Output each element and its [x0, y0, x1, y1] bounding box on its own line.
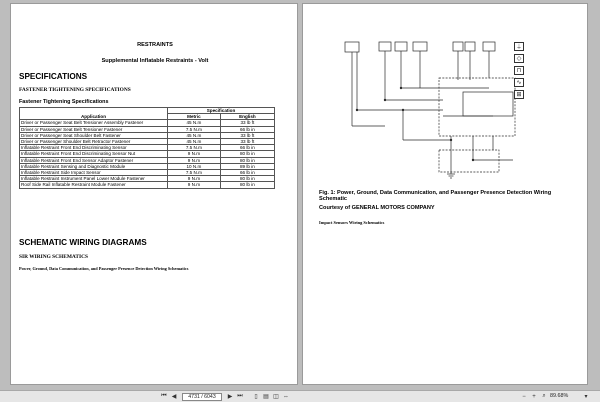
cell-metric: 9 N.m [168, 157, 221, 163]
schematic-heading: SCHEMATIC WIRING DIAGRAMS [19, 238, 147, 247]
cell-application: Inflatable Restraint Front End Sensor Adaptor Fastener [20, 157, 168, 163]
zoom-in-icon: + [532, 393, 536, 400]
single-page-icon: ▯ [254, 394, 258, 400]
fuse-box [395, 42, 407, 51]
continuous-page-icon: ▤ [263, 394, 269, 400]
cell-application: Inflatable Restraint Sensing and Diagnostic Module [20, 163, 168, 169]
zoom-out-icon: − [522, 393, 526, 400]
cell-english: 80 lb in [220, 182, 274, 188]
fuse-box [379, 42, 391, 51]
cell-english: 33 lb ft [220, 132, 274, 138]
page-left [10, 3, 298, 385]
fit-width-button[interactable] [282, 392, 290, 401]
cell-metric: 45 N.m [168, 132, 221, 138]
splice-dot [400, 87, 402, 89]
wiring-schematic-diagram [343, 40, 529, 186]
fuse-box [483, 42, 495, 51]
splice-dot [450, 139, 452, 141]
sir-heading: SIR WIRING SCHEMATICS [19, 254, 88, 260]
two-page-view-button[interactable] [272, 392, 280, 401]
zoom-menu-button[interactable] [540, 392, 548, 401]
schematic-link[interactable]: Power, Ground, Data Communication, and Passenger Presence Detection Wiring Schematics [19, 266, 189, 271]
zoom-dropdown-button[interactable] [582, 392, 590, 401]
fuse-box [465, 42, 475, 51]
fuse-box [413, 42, 427, 51]
cell-application: Inflatable Restraint Side Impact Sensor [20, 170, 168, 176]
zoom-in-button[interactable] [530, 392, 538, 401]
specifications-heading: SPECIFICATIONS [19, 72, 88, 81]
cell-metric: 7.5 N.m [168, 126, 221, 132]
zoom-icon: ⌕ [542, 393, 546, 399]
chevron-down-icon: ▾ [584, 394, 588, 400]
courtesy-line: Courtesy of GENERAL MOTORS COMPANY [319, 205, 435, 211]
fuse-symbol-icon: ∿ [514, 78, 524, 87]
col-metric: Metric [168, 114, 221, 120]
cell-english: 80 lb in [220, 151, 274, 157]
impact-sensors-heading: Impact Sensors Wiring Schematics [319, 220, 385, 225]
figure-caption: Fig. 1: Power, Ground, Data Communication, and Passenger Presence Detection Wiring Schematic [319, 190, 552, 203]
last-page-icon: ⏭ [237, 393, 243, 399]
viewer-statusbar [0, 390, 600, 402]
splice-symbol-icon: ◇ [514, 54, 524, 63]
splice-dot [402, 109, 404, 111]
cell-application: Roof Side Rail Inflatable Restraint Module Fastener [20, 182, 168, 188]
module-box [439, 78, 515, 136]
single-page-view-button[interactable] [252, 392, 260, 401]
doc-title: RESTRAINTS [137, 42, 173, 48]
cell-english: 66 lb in [220, 170, 274, 176]
cell-metric: 9 N.m [168, 151, 221, 157]
cell-metric: 45 N.m [168, 139, 221, 145]
cell-english: 33 lb ft [220, 120, 274, 126]
zoom-out-button[interactable] [520, 392, 528, 401]
zoom-level[interactable]: 89.68% [550, 393, 569, 399]
splice-dot [384, 99, 386, 101]
two-page-icon: ◫ [273, 394, 279, 400]
continuous-view-button[interactable] [262, 392, 270, 401]
prev-page-icon: ◀ [171, 394, 177, 400]
table-row [20, 182, 275, 188]
cell-application: Inflatable Restraint Front End Discriminating Sensor [20, 145, 168, 151]
cell-metric: 45 N.m [168, 120, 221, 126]
module-symbol-icon: ⊞ [514, 90, 524, 99]
doc-subtitle: Supplemental Inflatable Restraints - Volt [101, 58, 209, 64]
cell-application: Driver or Passenger Seat Shoulder Belt Fastener [20, 132, 168, 138]
splice-dot [356, 109, 358, 111]
cell-english: 33 lb ft [220, 139, 274, 145]
ground-symbol-icon: ⏚ [514, 42, 524, 51]
cell-metric: 9 N.m [168, 182, 221, 188]
last-page-button[interactable] [236, 392, 244, 401]
cell-english: 66 lb in [220, 126, 274, 132]
table-caption: Fastener Tightening Specifications [19, 99, 109, 105]
col-english: English [220, 114, 274, 120]
col-specification: Specification [168, 108, 275, 114]
cell-metric: 7.5 N.m [168, 145, 221, 151]
module-inner-box [463, 92, 513, 116]
fastener-spec-table [19, 107, 275, 189]
fastener-heading: FASTENER TIGHTENING SPECIFICATIONS [19, 87, 131, 93]
next-page-icon: ▶ [227, 394, 233, 400]
cell-metric: 9 N.m [168, 176, 221, 182]
first-page-icon: ⏮ [161, 393, 167, 399]
cell-application: Inflatable Restraint Instrument Panel Lower Module Fastener [20, 176, 168, 182]
cell-application: Inflatable Restraint Front End Discriminating Sensor Nut [20, 151, 168, 157]
fit-width-icon: ⇔ [283, 393, 289, 400]
first-page-button[interactable] [160, 392, 168, 401]
cell-english: 89 lb in [220, 163, 274, 169]
connector-symbol-icon: ⊓ [514, 66, 524, 75]
connector-box [439, 150, 499, 172]
cell-metric: 10 N.m [168, 163, 221, 169]
page-right [302, 3, 588, 385]
prev-page-button[interactable] [170, 392, 178, 401]
cell-application: Driver or Passenger Seat Belt Tensioner Fastener [20, 126, 168, 132]
cell-application: Driver or Passenger Shoulder Belt Retractor Fastener [20, 139, 168, 145]
splice-dot [472, 159, 474, 161]
fuse-block-box [345, 42, 359, 52]
cell-metric: 7.5 N.m [168, 170, 221, 176]
cell-english: 80 lb in [220, 176, 274, 182]
cell-english: 66 lb in [220, 145, 274, 151]
next-page-button[interactable] [226, 392, 234, 401]
cell-application: Driver or Passenger Seat Belt Tensioner Assembly Fastener [20, 120, 168, 126]
symbol-legend-icons [514, 42, 528, 102]
page-number-input[interactable]: 4731 / 6043 [182, 393, 222, 401]
cell-english: 80 lb in [220, 157, 274, 163]
fuse-box [453, 42, 463, 51]
col-application: Application [20, 108, 168, 120]
